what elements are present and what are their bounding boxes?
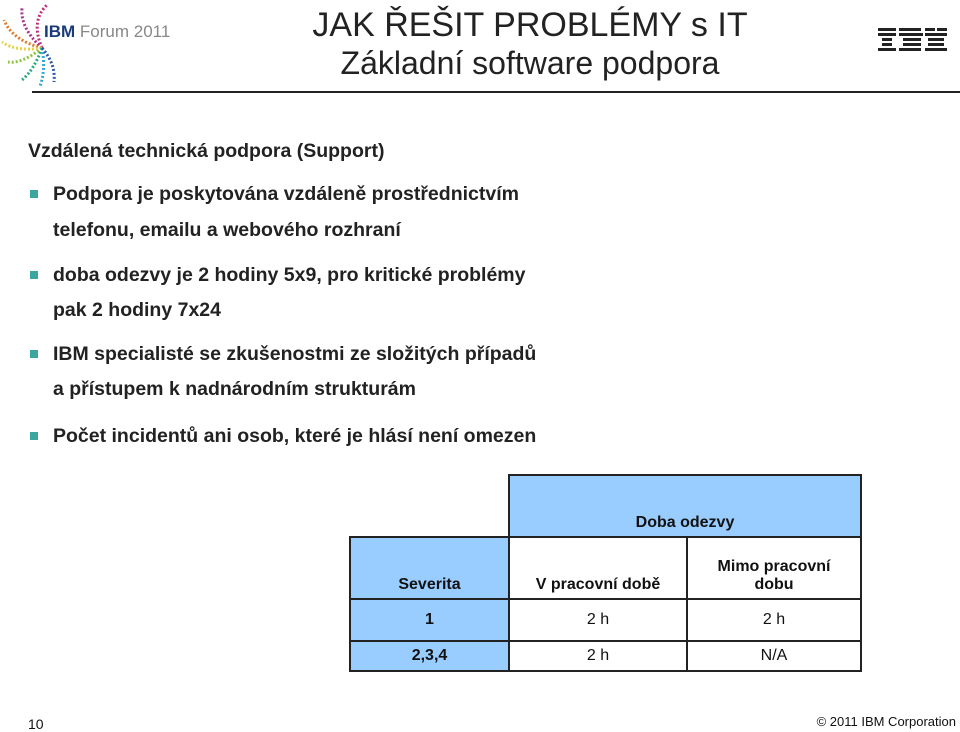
response-time-table — [349, 474, 862, 672]
empty-cell — [350, 475, 509, 537]
page-number: 10 — [28, 716, 44, 732]
table-row — [350, 599, 861, 641]
bullet-text: Počet incidentů ani osob, které je hlásí není omezen — [53, 425, 537, 447]
table-cell: 2 h — [687, 599, 861, 641]
table-cell: 2 h — [509, 599, 687, 641]
table-cell: N/A — [687, 641, 861, 671]
column-header: V pracovní době — [509, 537, 687, 599]
copyright: © 2011 IBM Corporation — [816, 714, 956, 729]
ibm-logo — [878, 28, 950, 56]
bullet-icon — [30, 271, 38, 279]
bullet-text: pak 2 hodiny 7x24 — [53, 299, 221, 321]
table-row — [350, 641, 861, 671]
header-divider — [32, 91, 960, 93]
table-cell: 2 h — [509, 641, 687, 671]
bullet-icon — [30, 432, 38, 440]
ibm-forum-logo-text: IBM Forum 2011 — [44, 22, 171, 41]
bullet-icon — [30, 350, 38, 358]
slide-subtitle: Základní software podpora — [340, 45, 720, 81]
bullet-icon — [30, 190, 38, 198]
column-header: Severita — [350, 537, 509, 599]
table-cell: 1 — [350, 599, 509, 641]
bullet-text: telefonu, emailu a webového rozhraní — [53, 219, 401, 241]
table-cell: 2,3,4 — [350, 641, 509, 671]
slide-title: JAK ŘEŠIT PROBLÉMY s IT — [312, 6, 748, 44]
bullet-text: doba odezvy je 2 hodiny 5x9, pro kritické problémy — [53, 264, 526, 286]
bullet-text: IBM specialisté se zkušenostmi ze složitých případů — [53, 343, 537, 365]
bullet-text: a přístupem k nadnárodním strukturám — [53, 378, 416, 400]
group-header: Doba odezvy — [509, 475, 861, 537]
column-header: Mimo pracovní dobu — [687, 537, 861, 599]
section-heading: Vzdálená technická podpora (Support) — [28, 140, 385, 162]
bullet-text: Podpora je poskytována vzdáleně prostřednictvím — [53, 183, 519, 205]
ibm-forum-swirl-logo — [0, 0, 60, 90]
